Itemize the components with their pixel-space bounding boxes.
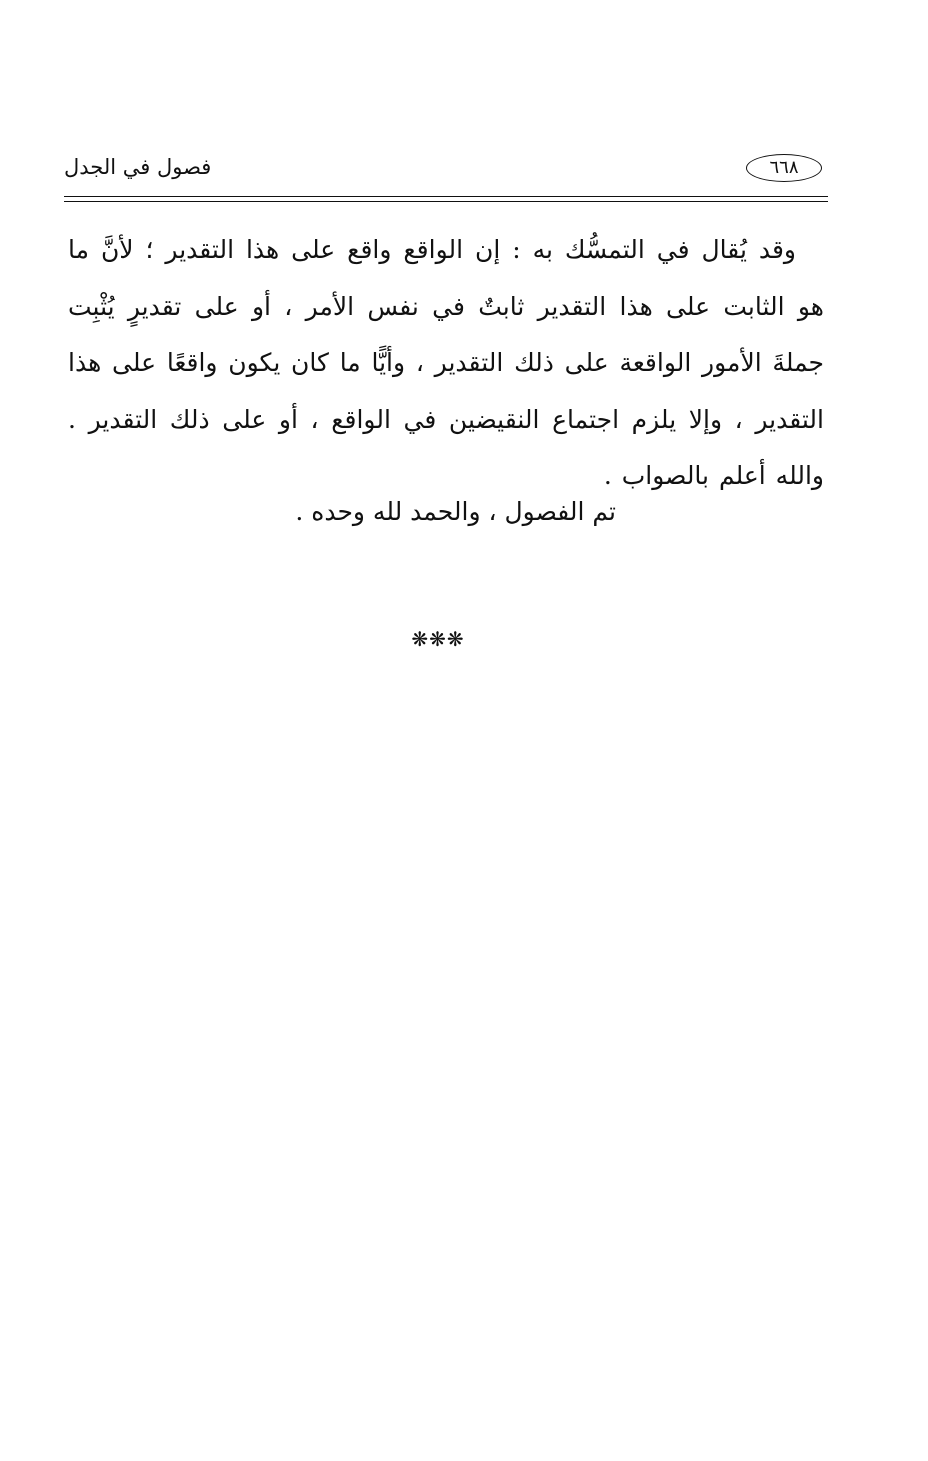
page-number: ٦٦٨ [746,154,822,182]
running-header [64,150,828,190]
main-text [68,222,824,505]
body-paragraph: وقد يُقال في التمسُّك به : إن الواقع واقع على هذا التقدير ؛ لأنَّ ما هو الثابت على هذا التقدير ثابتٌ في نفس الأمر ، أو على تقديرٍ يُثْبِت جملةَ الأمور الواقعة على ذلك التقدير ، وأيًّا ما كان يكون واقعًا على هذا التقدير ، وإلا يلزم اجتماع النقيضين في الواقع ، أو على ذلك التقدير . والله أعلم بالصواب . [68,235,824,490]
book-title: فصول في الجدل [64,155,212,179]
closing-line: تم الفصول ، والحمد لله وحده . [295,497,616,526]
header-divider [64,196,828,202]
section-end-ornament: ❋❋❋ [411,627,465,651]
